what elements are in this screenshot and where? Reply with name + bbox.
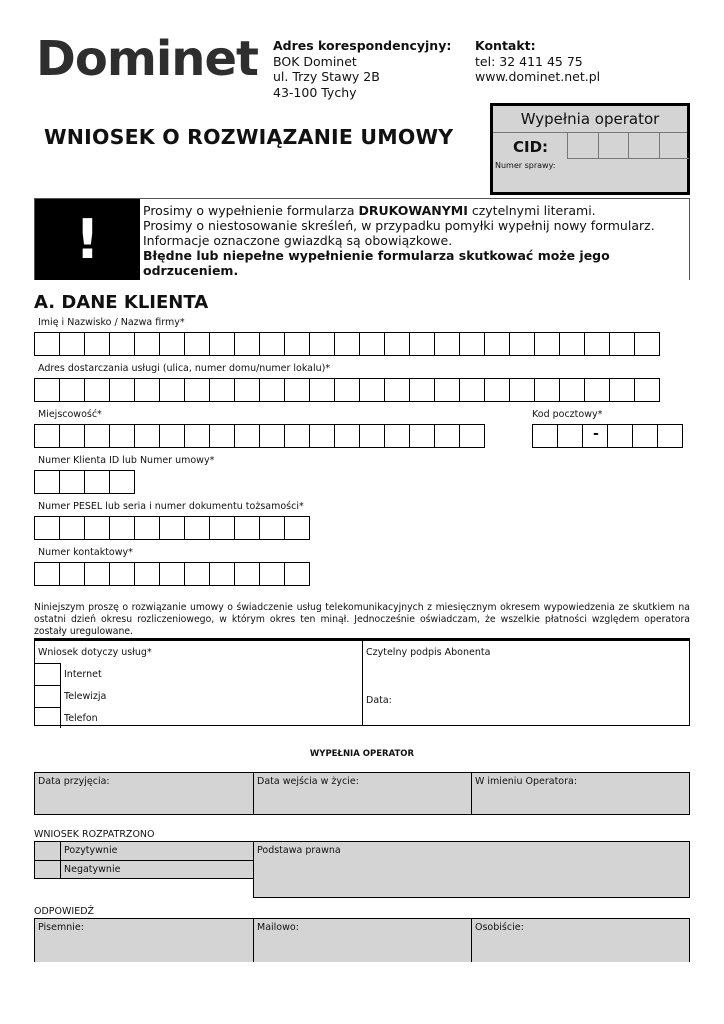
input-cell[interactable]: [459, 424, 485, 448]
input-cell[interactable]: [34, 470, 60, 494]
input-cell[interactable]: [234, 378, 260, 402]
pesel-label: Numer PESEL lub seria i numer dokumentu tożsamości*: [38, 501, 304, 512]
input-cell[interactable]: [209, 332, 235, 356]
address-line: ul. Trzy Stawy 2B: [273, 69, 380, 84]
input-cell[interactable]: [284, 424, 310, 448]
input-cell[interactable]: [284, 332, 310, 356]
input-cell[interactable]: [559, 332, 585, 356]
negative-option: Negatywnie: [60, 860, 254, 879]
input-cell[interactable]: [184, 332, 210, 356]
considered-label: WNIOSEK ROZPATRZONO: [34, 829, 155, 840]
form-title: WNIOSEK O ROZWIĄZANIE UMOWY: [44, 125, 454, 149]
input-cell[interactable]: [309, 378, 335, 402]
input-cell[interactable]: [159, 562, 185, 586]
input-cell[interactable]: [459, 378, 485, 402]
input-cell[interactable]: [209, 424, 235, 448]
input-cell[interactable]: [34, 562, 60, 586]
client-id-cells[interactable]: [34, 470, 135, 494]
input-cell[interactable]: [609, 378, 635, 402]
on-behalf-field[interactable]: W imieniu Operatora:: [471, 772, 690, 815]
input-cell[interactable]: [509, 332, 535, 356]
input-cell[interactable]: [109, 470, 135, 494]
input-cell[interactable]: [134, 516, 160, 540]
input-cell[interactable]: [284, 378, 310, 402]
input-cell[interactable]: [159, 332, 185, 356]
city-cells[interactable]: [34, 424, 485, 448]
legal-basis-field[interactable]: Podstawa prawna: [253, 841, 690, 898]
notice-text: Prosimy o wypełnienie formularza DRUKOWANYMI czytelnymi literami. Prosimy o niestosowanie skreśleń, w przypadku pomyłki wypełnij nowy formularz. Informacje oznaczone gwiazdką są obowiązkowe. Błędne lub niepełne wypełnienie formularza skutkować może jego odrzuceniem.: [143, 203, 655, 278]
service-tv: Telewizja: [64, 691, 107, 702]
input-cell[interactable]: [234, 516, 260, 540]
input-cell[interactable]: [59, 378, 85, 402]
input-cell[interactable]: [134, 378, 160, 402]
input-cell[interactable]: [109, 332, 135, 356]
input-cell[interactable]: [384, 378, 410, 402]
contact-website: www.dominet.net.pl: [475, 69, 601, 84]
input-cell[interactable]: [134, 424, 160, 448]
name-cells[interactable]: [34, 332, 660, 356]
input-cell[interactable]: [359, 332, 385, 356]
phone-cells[interactable]: [34, 562, 310, 586]
input-cell[interactable]: [109, 562, 135, 586]
input-cell[interactable]: [409, 378, 435, 402]
input-cell[interactable]: [384, 424, 410, 448]
input-cell[interactable]: [559, 378, 585, 402]
pesel-cells[interactable]: [34, 516, 310, 540]
address-field-label: Adres dostarczania usługi (ulica, numer domu/numer lokalu)*: [38, 363, 331, 374]
input-cell[interactable]: [59, 562, 85, 586]
case-number-label: Numer sprawy:: [495, 161, 556, 170]
client-id-label: Numer Klienta ID lub Numer umowy*: [38, 455, 215, 466]
input-cell[interactable]: [584, 332, 610, 356]
input-cell[interactable]: [284, 516, 310, 540]
notice-box: [34, 198, 690, 280]
exclamation-icon: !: [35, 199, 140, 280]
services-label: Wniosek dotyczy usług*: [38, 647, 152, 658]
positive-checkbox[interactable]: [34, 841, 61, 861]
input-cell[interactable]: [234, 332, 260, 356]
service-phone: Telefon: [64, 713, 98, 724]
input-cell[interactable]: [34, 378, 60, 402]
input-cell[interactable]: [134, 562, 160, 586]
input-cell[interactable]: [534, 332, 560, 356]
input-cell[interactable]: [609, 332, 635, 356]
input-cell[interactable]: [434, 332, 460, 356]
input-cell[interactable]: [34, 424, 60, 448]
input-cell[interactable]: [334, 332, 360, 356]
operator-box-label: Wypełnia operator: [520, 110, 660, 128]
input-cell[interactable]: [632, 424, 658, 448]
postal-cells[interactable]: [532, 424, 683, 448]
input-cell[interactable]: [59, 470, 85, 494]
effective-date-field[interactable]: Data wejścia w życie:: [253, 772, 472, 815]
input-cell[interactable]: [259, 424, 285, 448]
negative-checkbox[interactable]: [34, 860, 61, 879]
input-cell[interactable]: [34, 516, 60, 540]
reply-label: ODPOWIEDŹ: [34, 906, 95, 917]
input-cell[interactable]: [209, 516, 235, 540]
input-cell[interactable]: [409, 424, 435, 448]
input-cell[interactable]: [209, 562, 235, 586]
postal-label: Kod pocztowy*: [532, 409, 603, 420]
input-cell[interactable]: [334, 424, 360, 448]
phone-label: Numer kontaktowy*: [38, 547, 133, 558]
input-cell[interactable]: [59, 332, 85, 356]
input-cell[interactable]: [484, 332, 510, 356]
city-label: Miejscowość*: [38, 409, 102, 420]
input-cell[interactable]: [484, 378, 510, 402]
address-line: BOK Dominet: [273, 53, 357, 69]
input-cell[interactable]: [84, 516, 110, 540]
section-a-title: A. DANE KLIENTA: [34, 292, 209, 313]
input-cell[interactable]: [309, 332, 335, 356]
personal-field[interactable]: Osobiście:: [471, 918, 690, 962]
input-cell[interactable]: [209, 378, 235, 402]
input-cell[interactable]: [259, 516, 285, 540]
tv-checkbox[interactable]: [35, 685, 61, 707]
input-cell[interactable]: [509, 378, 535, 402]
input-cell[interactable]: [84, 424, 110, 448]
input-cell[interactable]: [59, 516, 85, 540]
address-label: Adres korespondencyjny:: [273, 38, 452, 53]
received-date-field[interactable]: Data przyjęcia:: [34, 772, 254, 815]
declaration-text: Niniejszym proszę o rozwiązanie umowy o świadczenie usług telekomunikacyjnych z miesięcznym okresem wypowiedzenia ze skutkiem na ostatni dzień okresu rozliczeniowego, w którym okres ten minął. Jednocześnie oświadczam, że wszelkie płatności względem operatora zostały uregulowane.: [34, 602, 690, 637]
input-cell[interactable]: [607, 424, 633, 448]
email-field[interactable]: Mailowo:: [253, 918, 472, 962]
input-cell[interactable]: [259, 378, 285, 402]
input-cell[interactable]: [334, 378, 360, 402]
input-cell[interactable]: [384, 332, 410, 356]
correspondence-address: [273, 38, 451, 100]
input-cell[interactable]: [184, 516, 210, 540]
postal-dash: -: [593, 426, 599, 442]
input-cell[interactable]: [359, 378, 385, 402]
internet-checkbox[interactable]: [35, 663, 61, 685]
cid-label: CID:: [513, 138, 549, 156]
input-cell[interactable]: [557, 424, 583, 448]
input-cell[interactable]: [657, 424, 683, 448]
input-cell[interactable]: [409, 332, 435, 356]
operator-box: [490, 103, 690, 195]
contact-label: Kontakt:: [475, 38, 536, 53]
input-cell[interactable]: [309, 424, 335, 448]
input-cell[interactable]: [109, 378, 135, 402]
input-cell[interactable]: [109, 516, 135, 540]
input-cell[interactable]: [84, 562, 110, 586]
input-cell[interactable]: [284, 562, 310, 586]
phone-checkbox[interactable]: [35, 707, 61, 728]
operator-section-title: WYPEŁNIA OPERATOR: [309, 749, 415, 759]
input-cell[interactable]: [159, 424, 185, 448]
input-cell[interactable]: [434, 378, 460, 402]
date-label: Data:: [366, 695, 392, 706]
input-cell[interactable]: [109, 424, 135, 448]
input-cell[interactable]: [359, 424, 385, 448]
contact-phone: tel: 32 411 45 75: [475, 53, 583, 69]
written-field[interactable]: Pisemnie:: [34, 918, 254, 962]
input-cell[interactable]: [184, 424, 210, 448]
positive-option: Pozytywnie: [60, 841, 254, 861]
address-line: 43-100 Tychy: [273, 84, 357, 100]
input-cell[interactable]: [84, 378, 110, 402]
address-cells[interactable]: [34, 378, 660, 402]
input-cell[interactable]: [434, 424, 460, 448]
input-cell[interactable]: [84, 332, 110, 356]
input-cell[interactable]: [184, 562, 210, 586]
input-cell[interactable]: [259, 562, 285, 586]
input-cell[interactable]: [459, 332, 485, 356]
name-label: Imię i Nazwisko / Nazwa firmy*: [38, 317, 185, 328]
input-cell[interactable]: [159, 516, 185, 540]
input-cell[interactable]: [634, 378, 660, 402]
input-cell[interactable]: [184, 378, 210, 402]
input-cell[interactable]: [532, 424, 558, 448]
signature-label: Czytelny podpis Abonenta: [366, 647, 491, 658]
service-internet: Internet: [64, 669, 102, 680]
input-cell[interactable]: [134, 332, 160, 356]
input-cell[interactable]: [34, 332, 60, 356]
input-cell[interactable]: [234, 562, 260, 586]
cid-cells[interactable]: [567, 132, 689, 159]
input-cell[interactable]: [634, 332, 660, 356]
input-cell[interactable]: [259, 332, 285, 356]
services-box: [34, 638, 690, 726]
input-cell[interactable]: [59, 424, 85, 448]
input-cell[interactable]: [584, 378, 610, 402]
input-cell[interactable]: [84, 470, 110, 494]
contact-info: [475, 38, 600, 85]
dominet-logo: Dominet: [36, 31, 258, 87]
input-cell[interactable]: [534, 378, 560, 402]
input-cell[interactable]: [159, 378, 185, 402]
input-cell[interactable]: [234, 424, 260, 448]
